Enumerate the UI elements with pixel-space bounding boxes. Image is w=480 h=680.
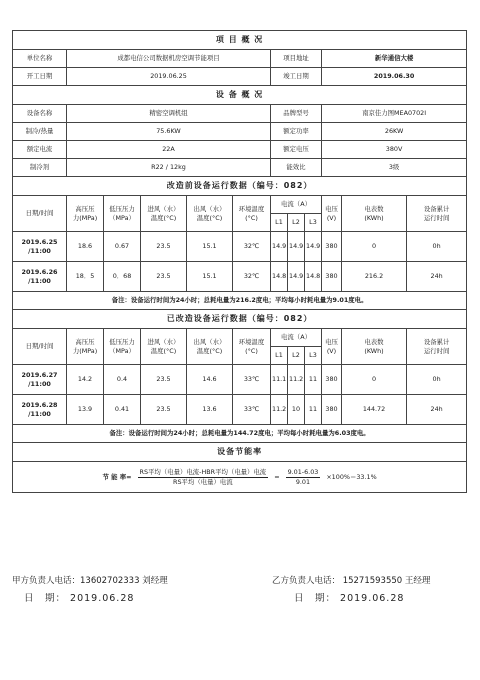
cell-l1: 11.2 <box>271 395 288 425</box>
cell-meter: 0 <box>342 232 407 262</box>
cell-low-pressure: 0.67 <box>104 232 141 262</box>
saving-section-title: 设备节能率 <box>13 443 467 462</box>
header-low-pressure: 低压压力 （MPa） <box>104 329 141 365</box>
equipment-value: 380V <box>322 141 467 159</box>
cell-runtime: 24h <box>407 262 467 292</box>
header-inlet-temp: 进风（水） 温度(°C) <box>141 196 187 232</box>
header-l1: L1 <box>271 347 288 365</box>
formula-numerator: RS平均（电量）电流-HBR平均（电量）电流 <box>139 467 267 476</box>
report-table <box>12 30 467 493</box>
cell-outlet-temp: 14.6 <box>187 365 233 395</box>
cell-voltage: 380 <box>322 262 342 292</box>
header-outlet-temp: 出风（水） 温度(°C) <box>187 329 233 365</box>
row-date: 2019.6.27 /11:00 <box>13 365 67 395</box>
equipment-value: 南京佳力图MEA0702I <box>322 105 467 123</box>
cell-l3: 14.8 <box>305 262 322 292</box>
cell-high-pressure: 13.9 <box>67 395 104 425</box>
cell-high-pressure: 18．5 <box>67 262 104 292</box>
header-voltage: 电压 (V) <box>322 329 342 365</box>
value-fraction <box>286 468 321 486</box>
unit-name-label: 单位名称 <box>13 50 67 68</box>
cell-low-pressure: 0.4 <box>104 365 141 395</box>
after-note: 备注：设备运行时间为24小时；总耗电量为144.72度电；平均每小时耗电量为6.03度电。 <box>13 425 467 443</box>
saving-result: ×100%＝33.1% <box>326 472 377 481</box>
project-location-label: 项目地址 <box>271 50 322 68</box>
equipment-label: 制冷剂 <box>13 159 67 177</box>
report-sheet <box>12 30 466 493</box>
header-datetime: 日期/时间 <box>13 196 67 232</box>
cell-runtime: 0h <box>407 232 467 262</box>
equipment-value: R22 / 12kg <box>67 159 271 177</box>
cell-voltage: 380 <box>322 232 342 262</box>
table-row <box>13 395 467 425</box>
cell-ambient-temp: 33℃ <box>233 365 271 395</box>
header-l1: L1 <box>271 214 288 232</box>
cell-l1: 11.1 <box>271 365 288 395</box>
party-a-contact: 甲方负责人电话：13602702333 刘经理 <box>12 576 168 586</box>
formula-fraction <box>138 468 269 486</box>
cell-voltage: 380 <box>322 365 342 395</box>
header-meter: 电表数 (KWh) <box>342 329 407 365</box>
cell-runtime: 0h <box>407 365 467 395</box>
equipment-label: 品牌型号 <box>271 105 322 123</box>
equipment-label: 制冷/热量 <box>13 123 67 141</box>
project-section-title: 项 目 概 况 <box>13 31 467 50</box>
header-l3: L3 <box>305 347 322 365</box>
cell-runtime: 24h <box>407 395 467 425</box>
row-date: 2019.6.26 /11:00 <box>13 262 67 292</box>
cell-outlet-temp: 13.6 <box>187 395 233 425</box>
equipment-label: 能效比 <box>271 159 322 177</box>
header-ambient-temp: 环境温度 (°C) <box>233 329 271 365</box>
header-l2: L2 <box>288 214 305 232</box>
cell-inlet-temp: 23.5 <box>141 232 187 262</box>
before-section-title: 改造前设备运行数据（编号：082） <box>13 177 467 196</box>
cell-outlet-temp: 15.1 <box>187 262 233 292</box>
table-row <box>13 365 467 395</box>
header-inlet-temp: 进风（水） 温度(°C) <box>141 329 187 365</box>
cell-l2: 14.9 <box>288 232 305 262</box>
equipment-label: 额定电流 <box>13 141 67 159</box>
header-high-pressure: 高压压 力(MPa) <box>67 329 104 365</box>
header-meter: 电表数 (KWh) <box>342 196 407 232</box>
cell-l3: 11 <box>305 365 322 395</box>
header-runtime: 设备累计 运行时间 <box>407 329 467 365</box>
header-current: 电流（A） <box>271 329 322 347</box>
cell-l2: 14.9 <box>288 262 305 292</box>
equipment-section-title: 设 备 概 况 <box>13 86 467 105</box>
after-section-title: 已改造设备运行数据（编号：082） <box>13 310 467 329</box>
row-date: 2019.6.25 /11:00 <box>13 232 67 262</box>
cell-l3: 11 <box>305 395 322 425</box>
equipment-value: 22A <box>67 141 271 159</box>
party-a-date: 日 期： 2019.06.28 <box>24 593 135 604</box>
equipment-label: 额定电压 <box>271 141 322 159</box>
equipment-value: 26KW <box>322 123 467 141</box>
header-low-pressure: 低压压力 （MPa） <box>104 196 141 232</box>
party-b-contact: 乙方负责人电话： 15271593550 王经理 <box>272 576 431 586</box>
cell-l1: 14.8 <box>271 262 288 292</box>
equipment-value: 3级 <box>322 159 467 177</box>
header-l2: L2 <box>288 347 305 365</box>
party-b-date: 日 期： 2019.06.28 <box>294 593 405 604</box>
cell-inlet-temp: 23.5 <box>141 395 187 425</box>
cell-l3: 14.9 <box>305 232 322 262</box>
cell-l2: 10 <box>288 395 305 425</box>
header-ambient-temp: 环境温度 (°C) <box>233 196 271 232</box>
end-date-label: 竣工日期 <box>271 68 322 86</box>
cell-inlet-temp: 23.5 <box>141 365 187 395</box>
header-l3: L3 <box>305 214 322 232</box>
cell-meter: 144.72 <box>342 395 407 425</box>
formula-denominator: RS平均（电量）电流 <box>173 477 233 486</box>
header-voltage: 电压 (V) <box>322 196 342 232</box>
cell-l1: 14.9 <box>271 232 288 262</box>
cell-l2: 11.2 <box>288 365 305 395</box>
value-denominator: 9.01 <box>295 477 311 486</box>
cell-outlet-temp: 15.1 <box>187 232 233 262</box>
project-location-value: 新华通信大楼 <box>322 50 467 68</box>
equipment-value: 精密空调机组 <box>67 105 271 123</box>
cell-high-pressure: 18.6 <box>67 232 104 262</box>
unit-name-value: 成都电信公司数据机房空调节能项目 <box>67 50 271 68</box>
saving-label: 节 能 率= <box>102 472 132 481</box>
equipment-value: 75.6KW <box>67 123 271 141</box>
end-date-value: 2019.06.30 <box>322 68 467 86</box>
value-numerator: 9.01-6.03 <box>287 467 319 476</box>
cell-ambient-temp: 33℃ <box>233 395 271 425</box>
before-note: 备注：设备运行时间为24小时；总耗电量为216.2度电；平均每小时耗电量为9.01度电。 <box>13 292 467 310</box>
cell-low-pressure: 0．68 <box>104 262 141 292</box>
cell-voltage: 380 <box>322 395 342 425</box>
saving-formula: 节 能 率= $\frac{\text{RS平均（电量）电流-HBR平均（电量）电流}}{\text{RS平均（电量）电流}}$ = $\frac{9.01-6.03}{9.01}$ ×100%＝33.1% <box>13 462 467 493</box>
header-high-pressure: 高压压 力(MPa) <box>67 196 104 232</box>
header-runtime: 设备累计 运行时间 <box>407 196 467 232</box>
cell-meter: 216.2 <box>342 262 407 292</box>
header-current: 电流（A） <box>271 196 322 214</box>
start-date-value: 2019.06.25 <box>67 68 271 86</box>
cell-high-pressure: 14.2 <box>67 365 104 395</box>
cell-inlet-temp: 23.5 <box>141 262 187 292</box>
start-date-label: 开工日期 <box>13 68 67 86</box>
table-row <box>13 232 467 262</box>
header-datetime: 日期/时间 <box>13 329 67 365</box>
cell-ambient-temp: 32℃ <box>233 262 271 292</box>
cell-low-pressure: 0.41 <box>104 395 141 425</box>
equipment-label: 设备名称 <box>13 105 67 123</box>
equipment-label: 额定功率 <box>271 123 322 141</box>
header-outlet-temp: 出风（水） 温度(°C) <box>187 196 233 232</box>
cell-ambient-temp: 32℃ <box>233 232 271 262</box>
cell-meter: 0 <box>342 365 407 395</box>
table-row <box>13 262 467 292</box>
row-date: 2019.6.28 /11:00 <box>13 395 67 425</box>
